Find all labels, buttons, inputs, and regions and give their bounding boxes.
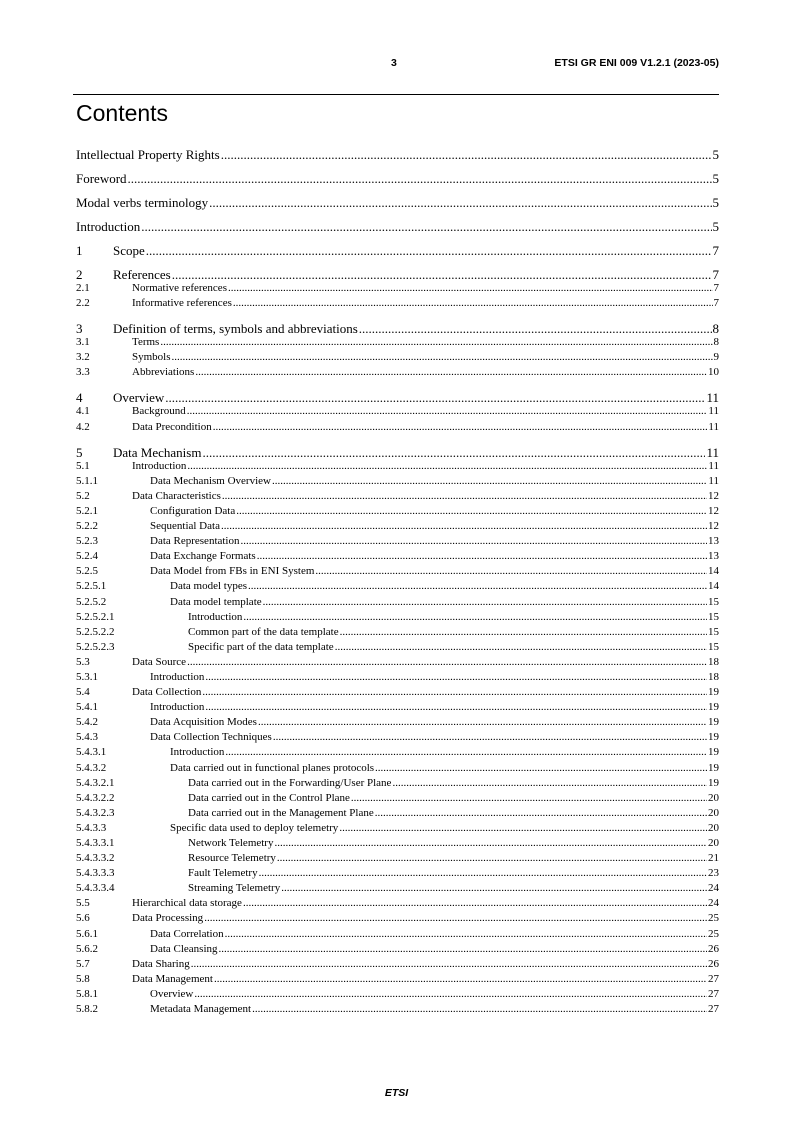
toc-entry-page: 19 xyxy=(708,701,719,714)
toc-entry-title: Data Characteristics xyxy=(132,489,221,502)
toc-entry[interactable] xyxy=(76,641,719,656)
toc-dot-leader xyxy=(187,460,707,472)
toc-entry-title: Data Mechanism xyxy=(113,444,202,460)
toc-entry-page: 7 xyxy=(712,243,719,258)
toc-entry-title: Common part of the data template xyxy=(188,625,339,638)
toc-entry-title: Configuration Data xyxy=(150,504,236,517)
toc-entry-title: Streaming Telemetry xyxy=(188,882,281,895)
toc-dot-leader xyxy=(340,626,707,638)
toc-entry-title: Data model template xyxy=(170,595,262,608)
toc-entry[interactable] xyxy=(76,321,719,336)
toc-entry-title: Introduction xyxy=(132,459,187,472)
toc-entry[interactable] xyxy=(76,777,719,792)
header-rule xyxy=(73,94,719,95)
toc-entry-page: 11 xyxy=(708,459,719,472)
toc-dot-leader xyxy=(172,267,712,283)
toc-dot-leader xyxy=(222,490,707,502)
toc-dot-leader xyxy=(225,746,707,758)
toc-entry-number: 2.2 xyxy=(76,297,90,310)
page-footer: ETSI xyxy=(384,1087,409,1099)
toc-entry[interactable] xyxy=(76,565,719,580)
toc-dot-leader xyxy=(194,988,707,1000)
toc-entry[interactable] xyxy=(76,686,719,701)
toc-entry[interactable] xyxy=(76,282,719,297)
toc-entry-page: 24 xyxy=(708,897,719,910)
toc-entry-title: Foreword xyxy=(76,171,127,186)
toc-entry[interactable] xyxy=(76,580,719,595)
toc-entry-number: 5.4.1 xyxy=(76,701,98,714)
toc-entry-page: 27 xyxy=(708,972,719,985)
toc-dot-leader xyxy=(221,520,707,532)
toc-entry-number: 5.8 xyxy=(76,972,90,985)
toc-entry-number: 5.3 xyxy=(76,655,90,668)
toc-entry[interactable] xyxy=(76,837,719,852)
toc-entry[interactable] xyxy=(76,973,719,988)
toc-entry-page: 11 xyxy=(706,444,719,460)
toc-entry[interactable] xyxy=(76,928,719,943)
toc-entry-number: 5.4.3.2.1 xyxy=(76,776,115,789)
toc-entry-page: 12 xyxy=(708,504,719,517)
toc-entry-number: 5.1 xyxy=(76,459,90,472)
toc-entry-page: 25 xyxy=(708,912,719,925)
toc-entry-title: Overview xyxy=(113,390,165,406)
toc-entry[interactable] xyxy=(76,611,719,626)
toc-entry-title: Data Precondition xyxy=(132,420,212,433)
toc-dot-leader xyxy=(375,762,707,774)
toc-entry-title: Resource Telemetry xyxy=(188,852,276,865)
toc-entry-page: 18 xyxy=(708,655,719,668)
toc-entry[interactable] xyxy=(76,445,719,460)
toc-entry-title: Network Telemetry xyxy=(188,837,274,849)
toc-entry-page: 15 xyxy=(708,640,719,653)
toc-entry-title: Overview xyxy=(150,987,194,1000)
toc-entry-page: 19 xyxy=(708,686,719,699)
toc-entry-page: 13 xyxy=(708,535,719,548)
toc-entry-page: 11 xyxy=(706,390,719,406)
toc-entry-title: Data Representation xyxy=(150,535,240,548)
toc-entry[interactable] xyxy=(76,626,719,641)
toc-entry-title: Hierarchical data storage xyxy=(132,897,242,910)
toc-entry-number: 5.2.5.2.2 xyxy=(76,625,115,638)
toc-entry-page: 9 xyxy=(713,351,719,364)
toc-entry-page: 11 xyxy=(708,420,719,433)
toc-entry-number: 5.2.5.2 xyxy=(76,595,107,608)
toc-entry[interactable] xyxy=(76,267,719,282)
toc-entry[interactable] xyxy=(76,943,719,958)
toc-entry[interactable] xyxy=(76,219,719,234)
toc-entry-page: 19 xyxy=(708,746,719,759)
toc-entry-page: 14 xyxy=(708,565,719,578)
toc-entry[interactable] xyxy=(76,195,719,210)
toc-entry-title: Metadata Management xyxy=(150,1003,252,1016)
toc-dot-leader xyxy=(258,716,707,728)
page-number: 3 xyxy=(391,57,397,69)
toc-entry[interactable] xyxy=(76,822,719,837)
toc-dot-leader xyxy=(225,928,707,940)
toc-dot-leader xyxy=(351,792,707,804)
toc-entry[interactable] xyxy=(76,716,719,731)
toc-entry-title: Scope xyxy=(113,243,145,258)
toc-entry-number: 5.4.3.2.2 xyxy=(76,791,115,804)
toc-entry-page: 21 xyxy=(708,852,719,865)
toc-entry-number: 5.7 xyxy=(76,957,90,970)
toc-entry-number: 4.2 xyxy=(76,420,90,433)
toc-entry[interactable] xyxy=(76,535,719,550)
toc-entry-page: 5 xyxy=(712,147,719,162)
toc-entry-page: 20 xyxy=(708,837,719,849)
toc-entry-title: Specific part of the data template xyxy=(188,640,334,653)
toc-entry-title: Data Processing xyxy=(132,912,204,925)
toc-entry-number: 5.4.3 xyxy=(76,731,98,744)
toc-entry-title: Terms xyxy=(132,336,160,349)
toc-entry[interactable] xyxy=(76,762,719,777)
toc-entry-page: 7 xyxy=(712,267,719,282)
toc-dot-leader xyxy=(392,777,707,789)
toc-entry[interactable] xyxy=(76,912,719,927)
toc-entry-title: Data Source xyxy=(132,655,187,668)
toc-entry[interactable] xyxy=(76,460,719,475)
toc-entry-number: 5.4.2 xyxy=(76,716,98,729)
table-of-contents xyxy=(76,147,719,1018)
toc-entry[interactable] xyxy=(76,351,719,366)
toc-entry-page: 27 xyxy=(708,987,719,1000)
toc-entry-page: 20 xyxy=(708,791,719,804)
toc-entry-number: 5 xyxy=(76,444,83,460)
toc-dot-leader xyxy=(243,897,707,909)
toc-dot-leader xyxy=(202,686,707,698)
toc-dot-leader xyxy=(205,671,707,683)
toc-entry-page: 5 xyxy=(712,171,719,186)
toc-entry-title: Data carried out in functional planes protocols xyxy=(170,761,375,774)
toc-entry-page: 24 xyxy=(708,882,719,895)
toc-entry-page: 15 xyxy=(708,610,719,623)
toc-dot-leader xyxy=(274,837,707,849)
toc-entry[interactable] xyxy=(76,656,719,671)
toc-entry[interactable] xyxy=(76,1003,719,1018)
toc-entry-title: Data Correlation xyxy=(150,927,224,940)
toc-entry-page: 15 xyxy=(708,595,719,608)
toc-entry-page: 19 xyxy=(708,761,719,774)
toc-dot-leader xyxy=(160,336,712,348)
toc-entry-number: 4 xyxy=(76,390,83,406)
toc-dot-leader xyxy=(191,958,707,970)
toc-entry-page: 11 xyxy=(708,405,719,418)
toc-entry[interactable] xyxy=(76,421,719,436)
toc-dot-leader xyxy=(236,505,707,517)
toc-entry-page: 26 xyxy=(708,942,719,955)
toc-entry-number: 5.8.2 xyxy=(76,1003,98,1016)
toc-entry-title: Data Mechanism Overview xyxy=(150,474,271,487)
toc-dot-leader xyxy=(315,565,707,577)
toc-entry[interactable] xyxy=(76,171,719,186)
toc-entry-page: 19 xyxy=(708,776,719,789)
toc-dot-leader xyxy=(205,701,707,713)
toc-entry-title: Modal verbs terminology xyxy=(76,195,209,210)
toc-entry-title: Data model types xyxy=(170,580,247,593)
toc-entry-number: 5.2.5.2.3 xyxy=(76,640,115,653)
toc-dot-leader xyxy=(165,390,705,406)
toc-dot-leader xyxy=(281,882,707,894)
toc-dot-leader xyxy=(146,243,712,259)
toc-entry-number: 3.3 xyxy=(76,366,90,379)
toc-entry-title: References xyxy=(113,267,171,282)
toc-entry-number: 4.1 xyxy=(76,405,90,418)
toc-entry-title: Data Sharing xyxy=(132,957,190,970)
toc-entry-number: 5.4.3.1 xyxy=(76,746,107,759)
toc-entry[interactable] xyxy=(76,405,719,420)
toc-entry-number: 5.3.1 xyxy=(76,670,98,683)
toc-entry-page: 19 xyxy=(708,716,719,729)
toc-entry-title: Data carried out in the Control Plane xyxy=(188,791,350,804)
toc-entry-title: Sequential Data xyxy=(150,520,220,533)
toc-entry-title: Fault Telemetry xyxy=(188,867,258,880)
toc-entry[interactable] xyxy=(76,731,719,746)
toc-dot-leader xyxy=(187,656,707,668)
toc-entry-title: Definition of terms, symbols and abbreviations xyxy=(113,321,358,337)
toc-entry[interactable] xyxy=(76,792,719,807)
toc-entry-page: 12 xyxy=(708,489,719,502)
toc-entry[interactable] xyxy=(76,671,719,686)
toc-entry[interactable] xyxy=(76,336,719,351)
toc-entry-page: 26 xyxy=(708,957,719,970)
toc-entry-title: Abbreviations xyxy=(132,366,195,379)
toc-entry-title: Normative references xyxy=(132,282,227,294)
toc-entry-page: 15 xyxy=(708,625,719,638)
toc-entry-title: Data carried out in the Forwarding/User Plane xyxy=(188,776,392,789)
toc-entry[interactable] xyxy=(76,490,719,505)
toc-entry-title: Data Management xyxy=(132,972,213,985)
toc-dot-leader xyxy=(141,219,711,235)
toc-entry[interactable] xyxy=(76,147,719,162)
toc-entry-number: 5.6.2 xyxy=(76,942,98,955)
toc-entry-number: 5.8.1 xyxy=(76,987,98,1000)
toc-dot-leader xyxy=(241,535,708,547)
toc-entry[interactable] xyxy=(76,852,719,867)
toc-entry-page: 27 xyxy=(708,1003,719,1016)
toc-entry-title: Background xyxy=(132,405,186,418)
toc-entry[interactable] xyxy=(76,505,719,520)
document-id: ETSI GR ENI 009 V1.2.1 (2023-05) xyxy=(554,57,719,69)
toc-entry-page: 12 xyxy=(708,520,719,533)
toc-entry-title: Specific data used to deploy telemetry xyxy=(170,821,339,834)
toc-entry-page: 14 xyxy=(708,580,719,593)
toc-entry-page: 8 xyxy=(712,321,719,337)
toc-entry-title: Introduction xyxy=(150,670,205,683)
toc-entry-number: 2.1 xyxy=(76,282,90,294)
toc-entry-number: 1 xyxy=(76,243,83,258)
toc-entry-title: Data Exchange Formats xyxy=(150,550,256,563)
toc-entry-page: 5 xyxy=(712,195,719,210)
toc-dot-leader xyxy=(243,611,707,623)
toc-dot-leader xyxy=(228,282,713,294)
toc-dot-leader xyxy=(272,475,707,487)
toc-entry-number: 5.4 xyxy=(76,686,90,699)
toc-entry[interactable] xyxy=(76,366,719,381)
toc-entry[interactable] xyxy=(76,897,719,912)
toc-entry-page: 19 xyxy=(708,731,719,744)
toc-entry-number: 5.1.1 xyxy=(76,474,98,487)
page-title: Contents xyxy=(76,100,169,126)
toc-dot-leader xyxy=(375,807,707,819)
toc-entry[interactable] xyxy=(76,701,719,716)
toc-entry[interactable] xyxy=(76,882,719,897)
toc-entry-number: 5.2.5.2.1 xyxy=(76,610,115,623)
toc-entry[interactable] xyxy=(76,390,719,405)
toc-entry-number: 5.4.3.3.3 xyxy=(76,867,115,880)
toc-entry-page: 25 xyxy=(708,927,719,940)
toc-entry-number: 5.5 xyxy=(76,897,90,910)
toc-entry-page: 7 xyxy=(713,297,719,310)
toc-entry-page: 18 xyxy=(708,670,719,683)
toc-entry[interactable] xyxy=(76,550,719,565)
toc-dot-leader xyxy=(273,731,707,743)
toc-entry-number: 5.4.3.2 xyxy=(76,761,107,774)
toc-entry-number: 5.4.3.3.2 xyxy=(76,852,115,865)
toc-entry-number: 5.4.3.2.3 xyxy=(76,806,115,819)
toc-entry-title: Intellectual Property Rights xyxy=(76,147,220,162)
toc-entry[interactable] xyxy=(76,243,719,258)
toc-entry-page: 23 xyxy=(708,867,719,880)
toc-entry-title: Symbols xyxy=(132,351,171,364)
toc-dot-leader xyxy=(335,641,707,653)
toc-entry-page: 5 xyxy=(712,219,719,234)
toc-entry-title: Data Collection Techniques xyxy=(150,731,272,744)
toc-entry[interactable] xyxy=(76,746,719,761)
toc-entry-title: Data Model from FBs in ENI System xyxy=(150,565,315,578)
toc-entry-title: Introduction xyxy=(170,746,225,759)
toc-dot-leader xyxy=(233,297,713,309)
toc-entry-number: 5.2.3 xyxy=(76,535,98,548)
toc-dot-leader xyxy=(213,421,708,433)
toc-entry-number: 5.6.1 xyxy=(76,927,98,940)
toc-entry[interactable] xyxy=(76,520,719,535)
toc-entry-page: 20 xyxy=(708,806,719,819)
page-header xyxy=(76,57,719,73)
toc-dot-leader xyxy=(204,912,707,924)
toc-entry-number: 3 xyxy=(76,321,83,337)
toc-entry-title: Data Collection xyxy=(132,686,202,699)
toc-dot-leader xyxy=(195,366,707,378)
toc-entry-number: 5.6 xyxy=(76,912,90,925)
toc-entry-page: 10 xyxy=(708,366,719,379)
toc-entry[interactable] xyxy=(76,958,719,973)
toc-dot-leader xyxy=(263,596,707,608)
toc-dot-leader xyxy=(339,822,707,834)
toc-entry-page: 20 xyxy=(708,821,719,834)
toc-dot-leader xyxy=(277,852,707,864)
toc-entry-number: 5.4.3.3.1 xyxy=(76,837,115,849)
toc-dot-leader xyxy=(219,943,707,955)
toc-dot-leader xyxy=(248,580,707,592)
toc-entry-title: Informative references xyxy=(132,297,232,310)
toc-entry-title: Data Cleansing xyxy=(150,942,218,955)
toc-entry-number: 5.4.3.3.4 xyxy=(76,882,115,895)
toc-dot-leader xyxy=(172,351,713,363)
toc-entry-title: Introduction xyxy=(150,701,205,714)
toc-dot-leader xyxy=(257,550,707,562)
toc-entry[interactable] xyxy=(76,867,719,882)
toc-entry-title: Data Acquisition Modes xyxy=(150,716,257,729)
toc-dot-leader xyxy=(214,973,707,985)
toc-dot-leader xyxy=(187,405,708,417)
toc-entry-number: 5.2.4 xyxy=(76,550,98,563)
toc-entry-number: 5.2.2 xyxy=(76,520,98,533)
toc-entry-title: Introduction xyxy=(76,219,141,234)
toc-dot-leader xyxy=(128,171,712,187)
toc-entry-title: Introduction xyxy=(188,610,243,623)
toc-entry-number: 5.4.3.3 xyxy=(76,821,107,834)
toc-entry-number: 3.2 xyxy=(76,351,90,364)
toc-dot-leader xyxy=(209,195,711,211)
toc-entry-number: 5.2.5 xyxy=(76,565,98,578)
toc-entry[interactable] xyxy=(76,807,719,822)
toc-dot-leader xyxy=(221,147,712,163)
toc-entry-number: 2 xyxy=(76,267,83,282)
toc-entry-page: 13 xyxy=(708,550,719,563)
toc-entry[interactable] xyxy=(76,475,719,490)
toc-entry-number: 5.2 xyxy=(76,489,90,502)
toc-dot-leader xyxy=(202,445,705,461)
toc-dot-leader xyxy=(359,321,712,337)
toc-entry-number: 5.2.5.1 xyxy=(76,580,107,593)
toc-entry[interactable] xyxy=(76,988,719,1003)
toc-entry-page: 11 xyxy=(708,474,719,487)
toc-entry[interactable] xyxy=(76,596,719,611)
toc-entry-title: Data carried out in the Management Plane xyxy=(188,806,374,819)
toc-entry-number: 3.1 xyxy=(76,336,90,349)
toc-dot-leader xyxy=(252,1003,707,1015)
toc-entry-number: 5.2.1 xyxy=(76,504,98,517)
toc-entry-page: 7 xyxy=(713,282,719,294)
toc-dot-leader xyxy=(259,867,707,879)
toc-entry-page: 8 xyxy=(713,336,719,349)
toc-entry[interactable] xyxy=(76,297,719,312)
